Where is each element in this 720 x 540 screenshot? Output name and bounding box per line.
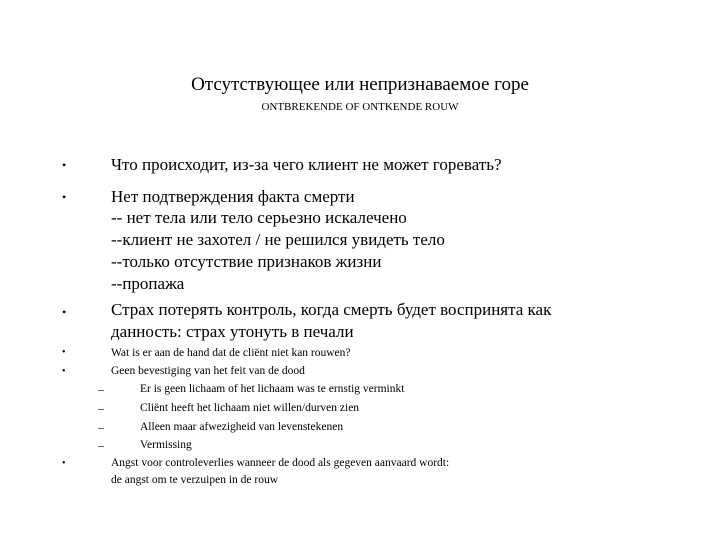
slide-title: Отсутствующее или непризнаваемое горе: [191, 74, 529, 95]
nl-sub-4: Vermissing: [140, 439, 192, 451]
bullet-nl-question: •: [62, 347, 66, 358]
dash-nl-sub-2: –: [98, 401, 104, 415]
bullet-nl-no-confirm: •: [62, 366, 66, 377]
nl-fear-line-2: de angst om te verzuipen in de rouw: [111, 474, 279, 486]
ru-sub-1: -- нет тела или тело серьезно искалечено: [111, 208, 407, 227]
bullet-ru-fear: •: [62, 305, 67, 319]
slide-subtitle: ONTBREKENDE OF ONTKENDE ROUW: [261, 101, 459, 113]
nl-sub-1: Er is geen lichaam of het lichaam was te ernstig verminkt: [140, 383, 405, 395]
nl-no-confirm: Geen bevestiging van het feit van de dood: [111, 365, 305, 377]
bullet-ru-no-confirm: •: [62, 190, 67, 204]
nl-fear-line-1: Angst voor controleverlies wanneer de dood als gegeven aanvaard wordt:: [111, 457, 450, 469]
ru-sub-3: --только отсутствие признаков жизни: [111, 252, 382, 271]
ru-sub-2: --клиент не захотел / не решился увидеть тело: [111, 230, 445, 249]
dash-nl-sub-4: –: [98, 438, 104, 452]
bullet-nl-fear: •: [62, 458, 66, 469]
dash-nl-sub-3: –: [98, 420, 104, 434]
ru-fear-line-1: Страх потерять контроль, когда смерть будет воспринята как: [111, 300, 552, 319]
nl-sub-3: Alleen maar afwezigheid van levenstekenen: [140, 421, 344, 433]
ru-fear-line-2: данность: страх утонуть в печали: [111, 322, 354, 341]
ru-no-confirm: Нет подтверждения факта смерти: [111, 187, 355, 206]
bullet-ru-question: •: [62, 158, 67, 172]
ru-sub-4: --пропажа: [111, 274, 185, 293]
nl-sub-2: Cliënt heeft het lichaam niet willen/durven zien: [140, 402, 360, 414]
nl-question: Wat is er aan de hand dat de cliënt niet kan rouwen?: [111, 347, 351, 359]
dash-nl-sub-1: –: [98, 382, 104, 396]
ru-question: Что происходит, из-за чего клиент не может горевать?: [111, 155, 502, 174]
